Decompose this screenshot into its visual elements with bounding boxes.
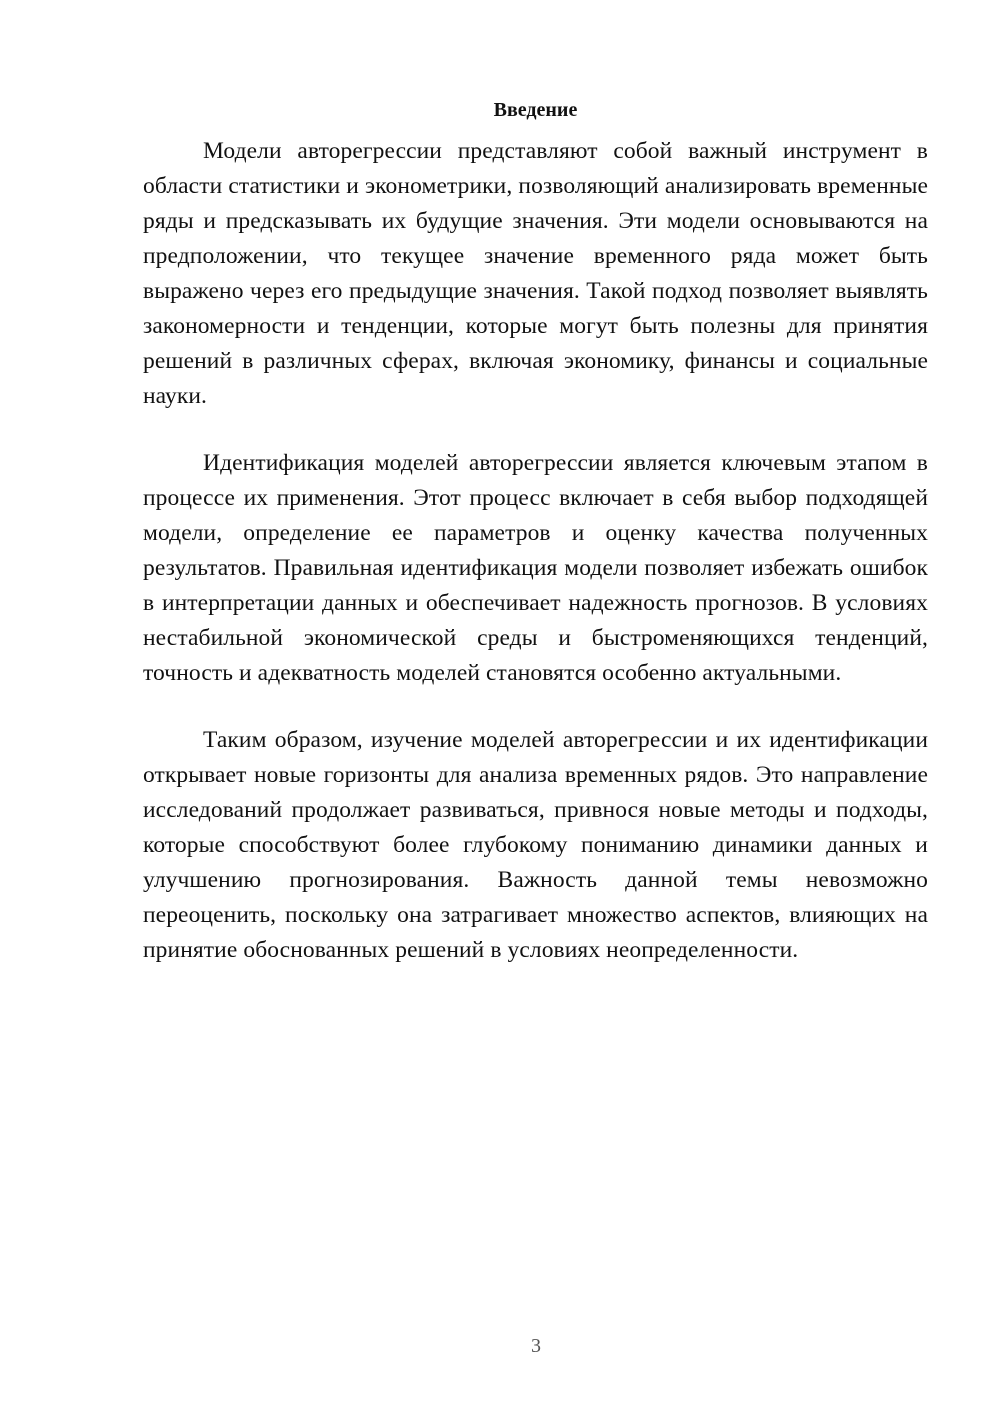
section-heading: Введение [493,99,578,121]
page-number: 3 [531,1335,541,1357]
page-content [143,96,928,1000]
paragraph-1: Модели авторегрессии представляют собой важный инструмент в области статистики и эконометрики, позволяющий анализировать временные ряды и предсказывать их будущие значения. Эти модели основываются на предположении, что текущее значение временного ряда может быть выражено через его предыдущие значения. Такой подход позволяет выявлять закономерности и тенденции, которые могут быть полезны для принятия решений в различных сферах, включая экономику, финансы и социальные науки. [143,138,928,409]
paragraph-2: Идентификация моделей авторегрессии является ключевым этапом в процессе их применения. Этот процесс включает в себя выбор подходящей модели, определение ее параметров и оценку качества полученных результатов. Правильная идентификация модели позволяет избежать ошибок в интерпретации данных и обеспечивает надежность прогнозов. В условиях нестабильной экономической среды и быстроменяющихся тенденций, точность и адекватность моделей становятся особенно актуальными. [143,450,928,686]
paragraph-3: Таким образом, изучение моделей авторегрессии и их идентификации открывает новые горизонты для анализа временных рядов. Это направление исследований продолжает развиваться, привнося новые методы и подходы, которые способствуют более глубокому пониманию динамики данных и улучшению прогнозирования. Важность данной темы невозможно переоценить, поскольку она затрагивает множество аспектов, влияющих на принятие обоснованных решений в условиях неопределенности. [143,727,928,963]
